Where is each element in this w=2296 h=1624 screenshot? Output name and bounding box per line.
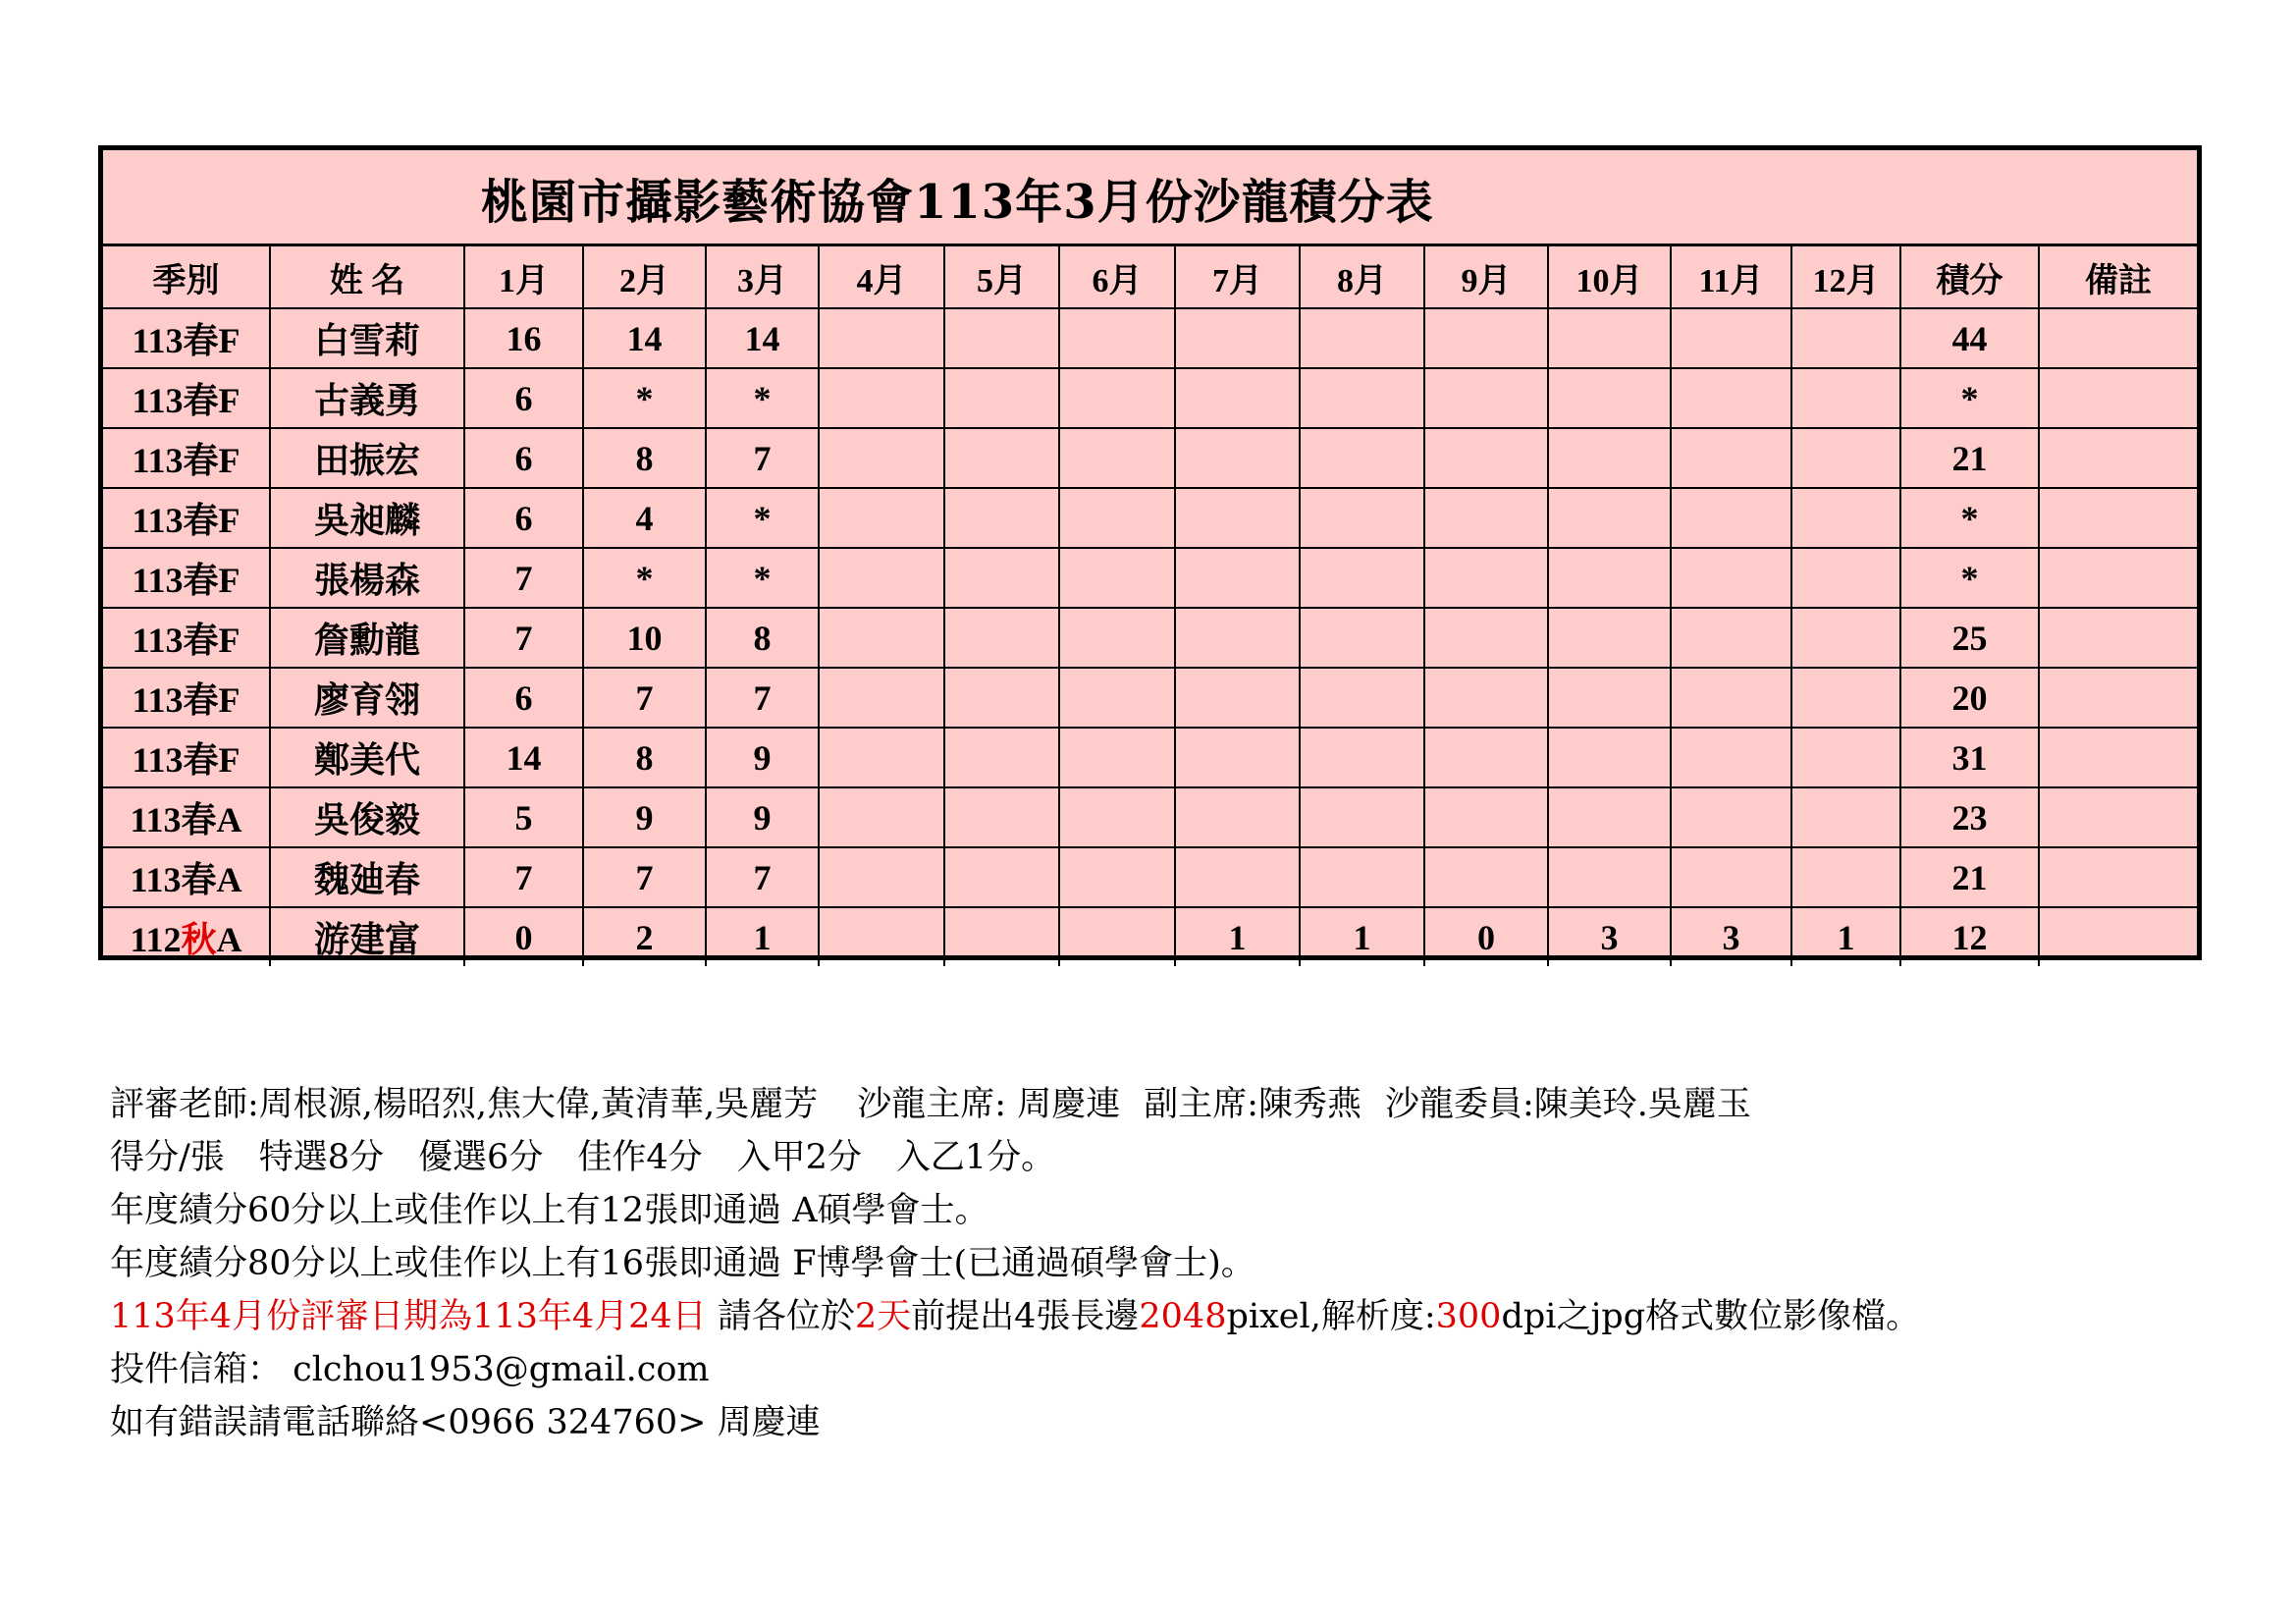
month-score-cell xyxy=(944,847,1059,907)
table-row xyxy=(103,308,2197,368)
month-score-cell xyxy=(1791,488,1900,548)
note-cell xyxy=(2039,728,2197,787)
month-score-cell xyxy=(1791,728,1900,787)
month-score-cell xyxy=(1424,608,1548,668)
month-score-cell xyxy=(819,428,944,488)
column-header: 9月 xyxy=(1424,246,1548,308)
month-score-cell xyxy=(1548,728,1671,787)
season-cell: 113春F xyxy=(103,488,270,548)
season-year: 112 xyxy=(130,920,182,959)
name-cell: 白雪莉 xyxy=(270,308,464,368)
header-row xyxy=(103,246,2197,308)
month-score-cell xyxy=(1424,368,1548,428)
month-score-cell: * xyxy=(706,488,819,548)
deadline-text-3: pixel,解析度: xyxy=(1226,1297,1436,1336)
month-score-cell xyxy=(1791,787,1900,847)
table-row xyxy=(103,608,2197,668)
month-score-cell: 6 xyxy=(464,368,583,428)
table-row xyxy=(103,728,2197,787)
rule-a-line: 年度績分60分以上或佳作以上有12張即通過 A碩學會士。 xyxy=(110,1191,989,1230)
total-cell: 21 xyxy=(1900,847,2039,907)
month-score-cell xyxy=(1300,368,1424,428)
deadline-line xyxy=(110,1290,2171,1343)
column-header: 3月 xyxy=(706,246,819,308)
name-cell: 吳昶麟 xyxy=(270,488,464,548)
contact-line: 如有錯誤請電話聯絡<0966 324760> 周慶連 xyxy=(110,1403,821,1442)
table-row xyxy=(103,488,2197,548)
season-cell: 113春F xyxy=(103,668,270,728)
month-score-cell xyxy=(1175,608,1300,668)
month-score-cell: 6 xyxy=(464,428,583,488)
season-cell: 113春A xyxy=(103,847,270,907)
month-score-cell: 7 xyxy=(706,847,819,907)
month-score-cell xyxy=(819,847,944,907)
season-cell: 113春F xyxy=(103,548,270,608)
note-cell xyxy=(2039,907,2197,966)
month-score-cell xyxy=(1791,608,1900,668)
total-cell: 25 xyxy=(1900,608,2039,668)
deadline-text-1: 請各位於 xyxy=(706,1297,855,1336)
committee-text: 沙龍委員:陳美玲.吳麗玉 xyxy=(1385,1085,1751,1124)
season-cell: 113春A xyxy=(103,787,270,847)
month-score-cell xyxy=(1791,548,1900,608)
month-score-cell xyxy=(1175,787,1300,847)
month-score-cell xyxy=(1059,548,1175,608)
total-cell: * xyxy=(1900,548,2039,608)
month-score-cell xyxy=(1548,488,1671,548)
note-cell xyxy=(2039,548,2197,608)
month-score-cell xyxy=(1424,787,1548,847)
month-score-cell xyxy=(1548,787,1671,847)
note-cell xyxy=(2039,787,2197,847)
table-row xyxy=(103,428,2197,488)
month-score-cell: 8 xyxy=(583,728,706,787)
month-score-cell xyxy=(944,608,1059,668)
season-cell xyxy=(103,907,270,966)
month-score-cell xyxy=(1059,907,1175,966)
note-cell xyxy=(2039,488,2197,548)
name-cell: 田振宏 xyxy=(270,428,464,488)
note-cell xyxy=(2039,847,2197,907)
season-level: A xyxy=(216,920,242,959)
month-score-cell: 3 xyxy=(1671,907,1791,966)
month-score-cell: 7 xyxy=(706,668,819,728)
month-score-cell: * xyxy=(706,548,819,608)
name-cell: 游建富 xyxy=(270,907,464,966)
month-score-cell xyxy=(1548,428,1671,488)
month-score-cell xyxy=(944,368,1059,428)
month-score-cell: 1 xyxy=(706,907,819,966)
table-row xyxy=(103,847,2197,907)
deadline-text-4: dpi之jpg格式數位影像檔。 xyxy=(1501,1297,1921,1336)
month-score-cell xyxy=(1791,668,1900,728)
month-score-cell xyxy=(1175,847,1300,907)
vice-chair-text: 副主席:陳秀燕 xyxy=(1144,1085,1362,1124)
month-score-cell: 7 xyxy=(464,548,583,608)
table-row xyxy=(103,907,2197,966)
month-score-cell: 3 xyxy=(1548,907,1671,966)
month-score-cell: 7 xyxy=(464,847,583,907)
month-score-cell xyxy=(1671,368,1791,428)
month-score-cell xyxy=(1548,668,1671,728)
month-score-cell xyxy=(1300,728,1424,787)
name-cell: 魏廸春 xyxy=(270,847,464,907)
total-cell: * xyxy=(1900,488,2039,548)
month-score-cell xyxy=(819,548,944,608)
month-score-cell xyxy=(944,428,1059,488)
month-score-cell: 14 xyxy=(464,728,583,787)
total-cell: * xyxy=(1900,368,2039,428)
month-score-cell xyxy=(1175,488,1300,548)
month-score-cell xyxy=(944,488,1059,548)
judges-text: 評審老師:周根源,楊昭烈,焦大偉,黃清華,吳麗芳 xyxy=(110,1085,819,1124)
column-header: 1月 xyxy=(464,246,583,308)
month-score-cell xyxy=(819,668,944,728)
column-header: 季別 xyxy=(103,246,270,308)
month-score-cell xyxy=(1059,728,1175,787)
month-score-cell xyxy=(1300,428,1424,488)
month-score-cell xyxy=(1175,548,1300,608)
month-score-cell: 9 xyxy=(583,787,706,847)
name-cell: 吳俊毅 xyxy=(270,787,464,847)
month-score-cell xyxy=(1059,608,1175,668)
column-header: 2月 xyxy=(583,246,706,308)
month-score-cell: 14 xyxy=(706,308,819,368)
month-score-cell xyxy=(1671,488,1791,548)
month-score-cell xyxy=(944,668,1059,728)
season-cell: 113春F xyxy=(103,728,270,787)
month-score-cell xyxy=(1671,728,1791,787)
table-row xyxy=(103,368,2197,428)
note-cell xyxy=(2039,428,2197,488)
month-score-cell xyxy=(819,787,944,847)
column-header: 積分 xyxy=(1900,246,2039,308)
column-header: 11月 xyxy=(1671,246,1791,308)
deadline-text-2: 前提出4張長邊 xyxy=(911,1297,1140,1336)
month-score-cell xyxy=(1424,847,1548,907)
month-score-cell xyxy=(819,728,944,787)
month-score-cell xyxy=(944,907,1059,966)
month-score-cell xyxy=(1175,728,1300,787)
month-score-cell: 0 xyxy=(1424,907,1548,966)
month-score-cell: 2 xyxy=(583,907,706,966)
deadline-dpi: 300 xyxy=(1435,1297,1502,1336)
chair-text: 沙龍主席: 周慶連 xyxy=(857,1085,1121,1124)
email-line: 投件信箱： clchou1953@gmail.com xyxy=(110,1350,710,1389)
month-score-cell: 8 xyxy=(706,608,819,668)
month-score-cell xyxy=(1548,847,1671,907)
name-cell: 鄭美代 xyxy=(270,728,464,787)
deadline-date: 113年4月份評審日期為113年4月24日 xyxy=(110,1297,707,1336)
column-header: 10月 xyxy=(1548,246,1671,308)
season-cell: 113春F xyxy=(103,368,270,428)
month-score-cell: 1 xyxy=(1175,907,1300,966)
month-score-cell xyxy=(944,728,1059,787)
judges-line xyxy=(110,1078,2171,1131)
month-score-cell xyxy=(1059,847,1175,907)
month-score-cell: 16 xyxy=(464,308,583,368)
month-score-cell: 4 xyxy=(583,488,706,548)
month-score-cell xyxy=(1671,428,1791,488)
name-cell: 古義勇 xyxy=(270,368,464,428)
month-score-cell xyxy=(819,308,944,368)
month-score-cell xyxy=(1671,608,1791,668)
month-score-cell xyxy=(1548,368,1671,428)
month-score-cell xyxy=(1548,548,1671,608)
page-title: 桃園市攝影藝術協會113年3月份沙龍積分表 xyxy=(481,175,1434,230)
month-score-cell xyxy=(1059,308,1175,368)
month-score-cell: * xyxy=(706,368,819,428)
note-cell xyxy=(2039,368,2197,428)
month-score-cell: * xyxy=(583,548,706,608)
month-score-cell xyxy=(1300,548,1424,608)
season-term: 秋 xyxy=(181,920,217,959)
total-cell: 44 xyxy=(1900,308,2039,368)
table-title-bar xyxy=(103,150,2197,246)
month-score-cell xyxy=(1300,608,1424,668)
column-header: 8月 xyxy=(1300,246,1424,308)
month-score-cell: 14 xyxy=(583,308,706,368)
season-cell: 113春F xyxy=(103,308,270,368)
note-cell xyxy=(2039,668,2197,728)
month-score-cell xyxy=(1671,668,1791,728)
column-header: 12月 xyxy=(1791,246,1900,308)
grid-body xyxy=(103,308,2197,966)
month-score-cell: 6 xyxy=(464,668,583,728)
month-score-cell xyxy=(1059,787,1175,847)
table-row xyxy=(103,787,2197,847)
month-score-cell xyxy=(1059,488,1175,548)
month-score-cell xyxy=(944,548,1059,608)
name-cell: 廖育翎 xyxy=(270,668,464,728)
month-score-cell: 9 xyxy=(706,728,819,787)
column-header: 4月 xyxy=(819,246,944,308)
scoring-line: 得分/張 特選8分 優選6分 佳作4分 入甲2分 入乙1分。 xyxy=(110,1138,1056,1177)
month-score-cell: 6 xyxy=(464,488,583,548)
table-row xyxy=(103,668,2197,728)
month-score-cell xyxy=(819,608,944,668)
month-score-cell: 10 xyxy=(583,608,706,668)
month-score-cell xyxy=(1791,308,1900,368)
month-score-cell xyxy=(1175,668,1300,728)
column-header: 5月 xyxy=(944,246,1059,308)
month-score-cell xyxy=(1548,308,1671,368)
month-score-cell xyxy=(1424,308,1548,368)
month-score-cell: 9 xyxy=(706,787,819,847)
month-score-cell xyxy=(1671,548,1791,608)
month-score-cell xyxy=(1059,428,1175,488)
month-score-cell xyxy=(1791,428,1900,488)
total-cell: 21 xyxy=(1900,428,2039,488)
column-header: 7月 xyxy=(1175,246,1300,308)
season-cell: 113春F xyxy=(103,428,270,488)
note-cell xyxy=(2039,608,2197,668)
month-score-cell xyxy=(1300,308,1424,368)
month-score-cell xyxy=(944,787,1059,847)
month-score-cell xyxy=(1548,608,1671,668)
column-header: 6月 xyxy=(1059,246,1175,308)
note-cell xyxy=(2039,308,2197,368)
score-table xyxy=(98,145,2202,960)
total-cell: 20 xyxy=(1900,668,2039,728)
month-score-cell xyxy=(1424,668,1548,728)
column-header: 姓 名 xyxy=(270,246,464,308)
notes-section xyxy=(110,1078,2171,1449)
month-score-cell xyxy=(1424,728,1548,787)
season-cell: 113春F xyxy=(103,608,270,668)
month-score-cell: 7 xyxy=(583,668,706,728)
month-score-cell: 7 xyxy=(706,428,819,488)
name-cell: 詹勳龍 xyxy=(270,608,464,668)
total-cell: 23 xyxy=(1900,787,2039,847)
month-score-cell xyxy=(1671,308,1791,368)
column-header: 備註 xyxy=(2039,246,2197,308)
rule-f-line: 年度績分80分以上或佳作以上有16張即通過 F博學會士(已通過碩學會士)。 xyxy=(110,1244,1255,1283)
month-score-cell xyxy=(819,488,944,548)
month-score-cell: 1 xyxy=(1791,907,1900,966)
month-score-cell: 0 xyxy=(464,907,583,966)
deadline-pixels: 2048 xyxy=(1139,1297,1227,1336)
month-score-cell xyxy=(1671,847,1791,907)
month-score-cell xyxy=(1300,668,1424,728)
month-score-cell xyxy=(1424,548,1548,608)
month-score-cell xyxy=(1300,847,1424,907)
month-score-cell xyxy=(1175,428,1300,488)
month-score-cell xyxy=(1175,368,1300,428)
table-row xyxy=(103,548,2197,608)
score-grid xyxy=(103,246,2197,966)
month-score-cell xyxy=(1300,488,1424,548)
deadline-days: 2天 xyxy=(854,1297,912,1336)
total-cell: 12 xyxy=(1900,907,2039,966)
month-score-cell xyxy=(819,907,944,966)
month-score-cell xyxy=(1424,428,1548,488)
month-score-cell: 8 xyxy=(583,428,706,488)
month-score-cell xyxy=(1424,488,1548,548)
month-score-cell xyxy=(1300,787,1424,847)
month-score-cell xyxy=(819,368,944,428)
month-score-cell xyxy=(1671,787,1791,847)
month-score-cell xyxy=(944,308,1059,368)
month-score-cell xyxy=(1059,368,1175,428)
total-cell: 31 xyxy=(1900,728,2039,787)
month-score-cell: 7 xyxy=(583,847,706,907)
month-score-cell: 7 xyxy=(464,608,583,668)
month-score-cell xyxy=(1175,308,1300,368)
month-score-cell xyxy=(1791,368,1900,428)
month-score-cell: 1 xyxy=(1300,907,1424,966)
month-score-cell: * xyxy=(583,368,706,428)
month-score-cell xyxy=(1059,668,1175,728)
name-cell: 張楊森 xyxy=(270,548,464,608)
month-score-cell xyxy=(1791,847,1900,907)
month-score-cell: 5 xyxy=(464,787,583,847)
